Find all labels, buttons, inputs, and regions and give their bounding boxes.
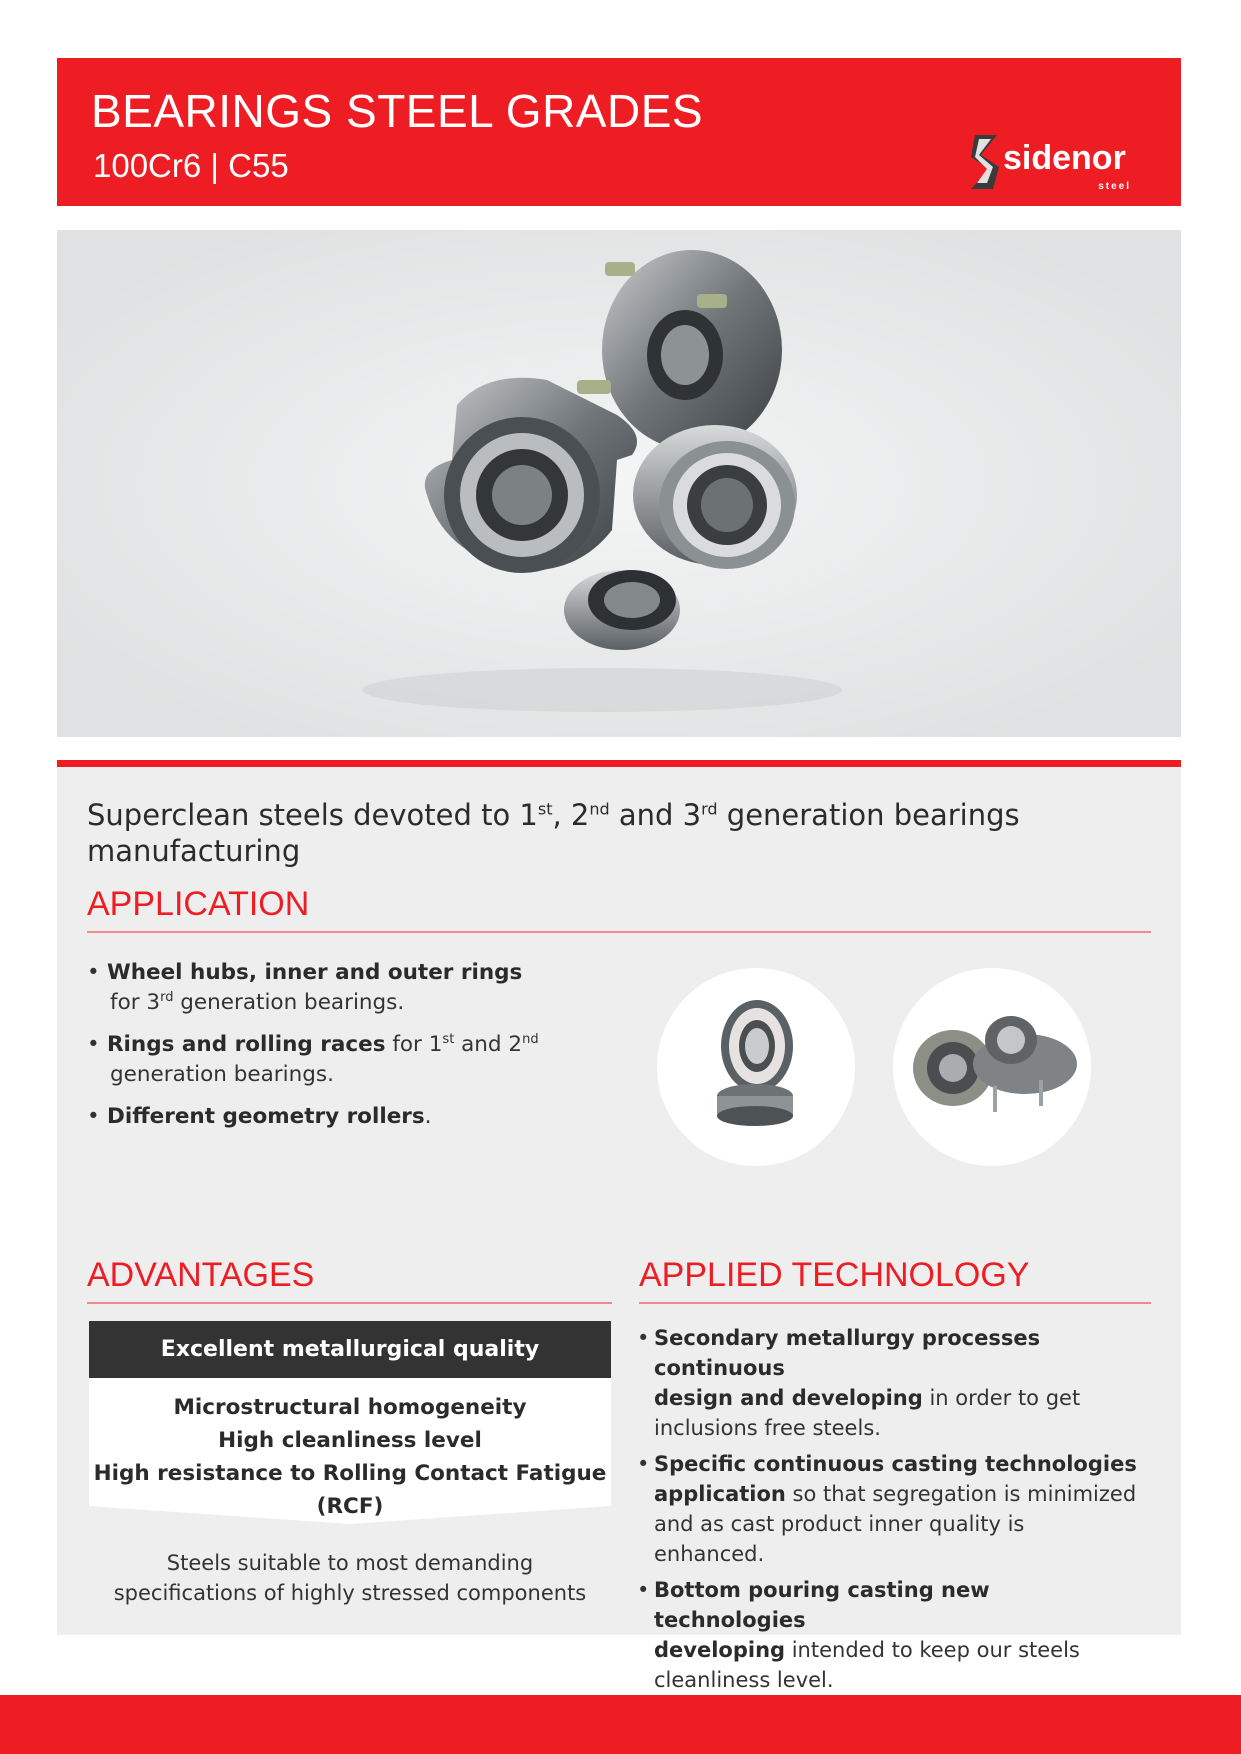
bullet-dot-icon: •: [87, 1032, 100, 1057]
technology-item-bold: application: [654, 1482, 786, 1506]
application-divider: [87, 931, 1151, 933]
sidenor-logo: [967, 133, 1139, 193]
logo-wordmark: sidenor: [1003, 139, 1126, 177]
bullet-dot-icon: •: [87, 960, 100, 985]
technology-item-text: inclusions free steels.: [654, 1416, 881, 1440]
technology-item: [637, 1575, 1137, 1695]
technology-item: [637, 1449, 1137, 1569]
logo-subtext: steel: [1098, 181, 1131, 192]
technology-item-bold: design and developing: [654, 1386, 923, 1410]
header-banner: [57, 58, 1181, 206]
bullet-dot-icon: •: [87, 1104, 100, 1129]
page-subtitle: 100Cr6 | C55: [93, 147, 289, 184]
content-panel: [57, 760, 1181, 1692]
application-item-bold: Different geometry rollers: [107, 1104, 425, 1129]
technology-item: [637, 1323, 1137, 1443]
application-item-text: .: [424, 1104, 432, 1129]
technology-item-bold: Specific continuous casting technologies: [654, 1452, 1137, 1476]
intro-text-2: , 2: [552, 798, 590, 832]
intro-statement: [87, 797, 1087, 869]
technology-item-text: intended to keep our steels: [785, 1638, 1080, 1662]
application-item-detail: generation bearings.: [110, 1062, 334, 1087]
advantage-line: High resistance to Rolling Contact Fatigue (RCF): [93, 1461, 607, 1519]
application-item-text: for 1: [385, 1032, 443, 1057]
bullet-dot-icon: •: [637, 1452, 650, 1476]
advantage-line: Microstructural homogeneity: [173, 1395, 527, 1420]
intro-text-4: generation bearings manufacturing: [87, 798, 1020, 868]
advantages-heading: ADVANTAGES: [87, 1256, 315, 1294]
advantages-footnote-line: specifications of highly stressed components: [113, 1581, 587, 1605]
page-title: BEARINGS STEEL GRADES: [91, 85, 704, 137]
footer-bar: [0, 1695, 1241, 1754]
bullet-dot-icon: •: [637, 1326, 650, 1350]
application-list: [87, 958, 647, 1144]
bearings-photo: [57, 230, 1181, 737]
advantages-footnote: [89, 1548, 611, 1608]
advantages-lines: [89, 1391, 611, 1523]
intro-sup-3: rd: [701, 799, 718, 819]
technology-heading: APPLIED TECHNOLOGY: [639, 1256, 1030, 1294]
sidenor-logo-s-icon: [967, 133, 1007, 191]
wheel-hub-image: [893, 968, 1091, 1166]
application-heading: APPLICATION: [87, 885, 310, 923]
technology-list: [637, 1323, 1137, 1701]
intro-text-1: Superclean steels devoted to 1: [87, 798, 538, 832]
technology-item-text: in order to get: [922, 1386, 1081, 1410]
advantages-box: [89, 1321, 611, 1523]
technology-divider: [639, 1302, 1151, 1304]
technology-item-bold: Bottom pouring casting new technologies: [654, 1578, 990, 1632]
advantage-line: High cleanliness level: [218, 1428, 482, 1453]
bullet-dot-icon: •: [637, 1578, 650, 1602]
application-item: [87, 958, 647, 1018]
application-item-bold: Wheel hubs, inner and outer rings: [107, 960, 523, 985]
technology-item-bold: Secondary metallurgy processes continuous: [654, 1326, 1041, 1380]
technology-item-bold: developing: [654, 1638, 786, 1662]
technology-item-text: cleanliness level.: [654, 1668, 834, 1692]
advantages-footnote-line: Steels suitable to most demanding: [166, 1551, 534, 1575]
intro-sup-1: st: [537, 799, 553, 819]
technology-item-text: and as cast product inner quality is enhanced.: [654, 1512, 1025, 1566]
application-item-bold: Rings and rolling races: [107, 1032, 386, 1057]
application-item-detail: for 3rd generation bearings.: [110, 989, 405, 1015]
advantages-divider: [87, 1302, 612, 1304]
roller-bearing-image: [657, 968, 855, 1166]
advantages-box-title: Excellent metallurgical quality: [89, 1321, 611, 1378]
application-item: • Rings and rolling races for 1st and 2nd generation bearings.: [87, 1030, 647, 1090]
intro-text-3: and 3: [609, 798, 702, 832]
application-item: [87, 1102, 647, 1132]
technology-item-text: so that segregation is minimized: [785, 1482, 1137, 1506]
intro-sup-2: nd: [589, 799, 610, 819]
